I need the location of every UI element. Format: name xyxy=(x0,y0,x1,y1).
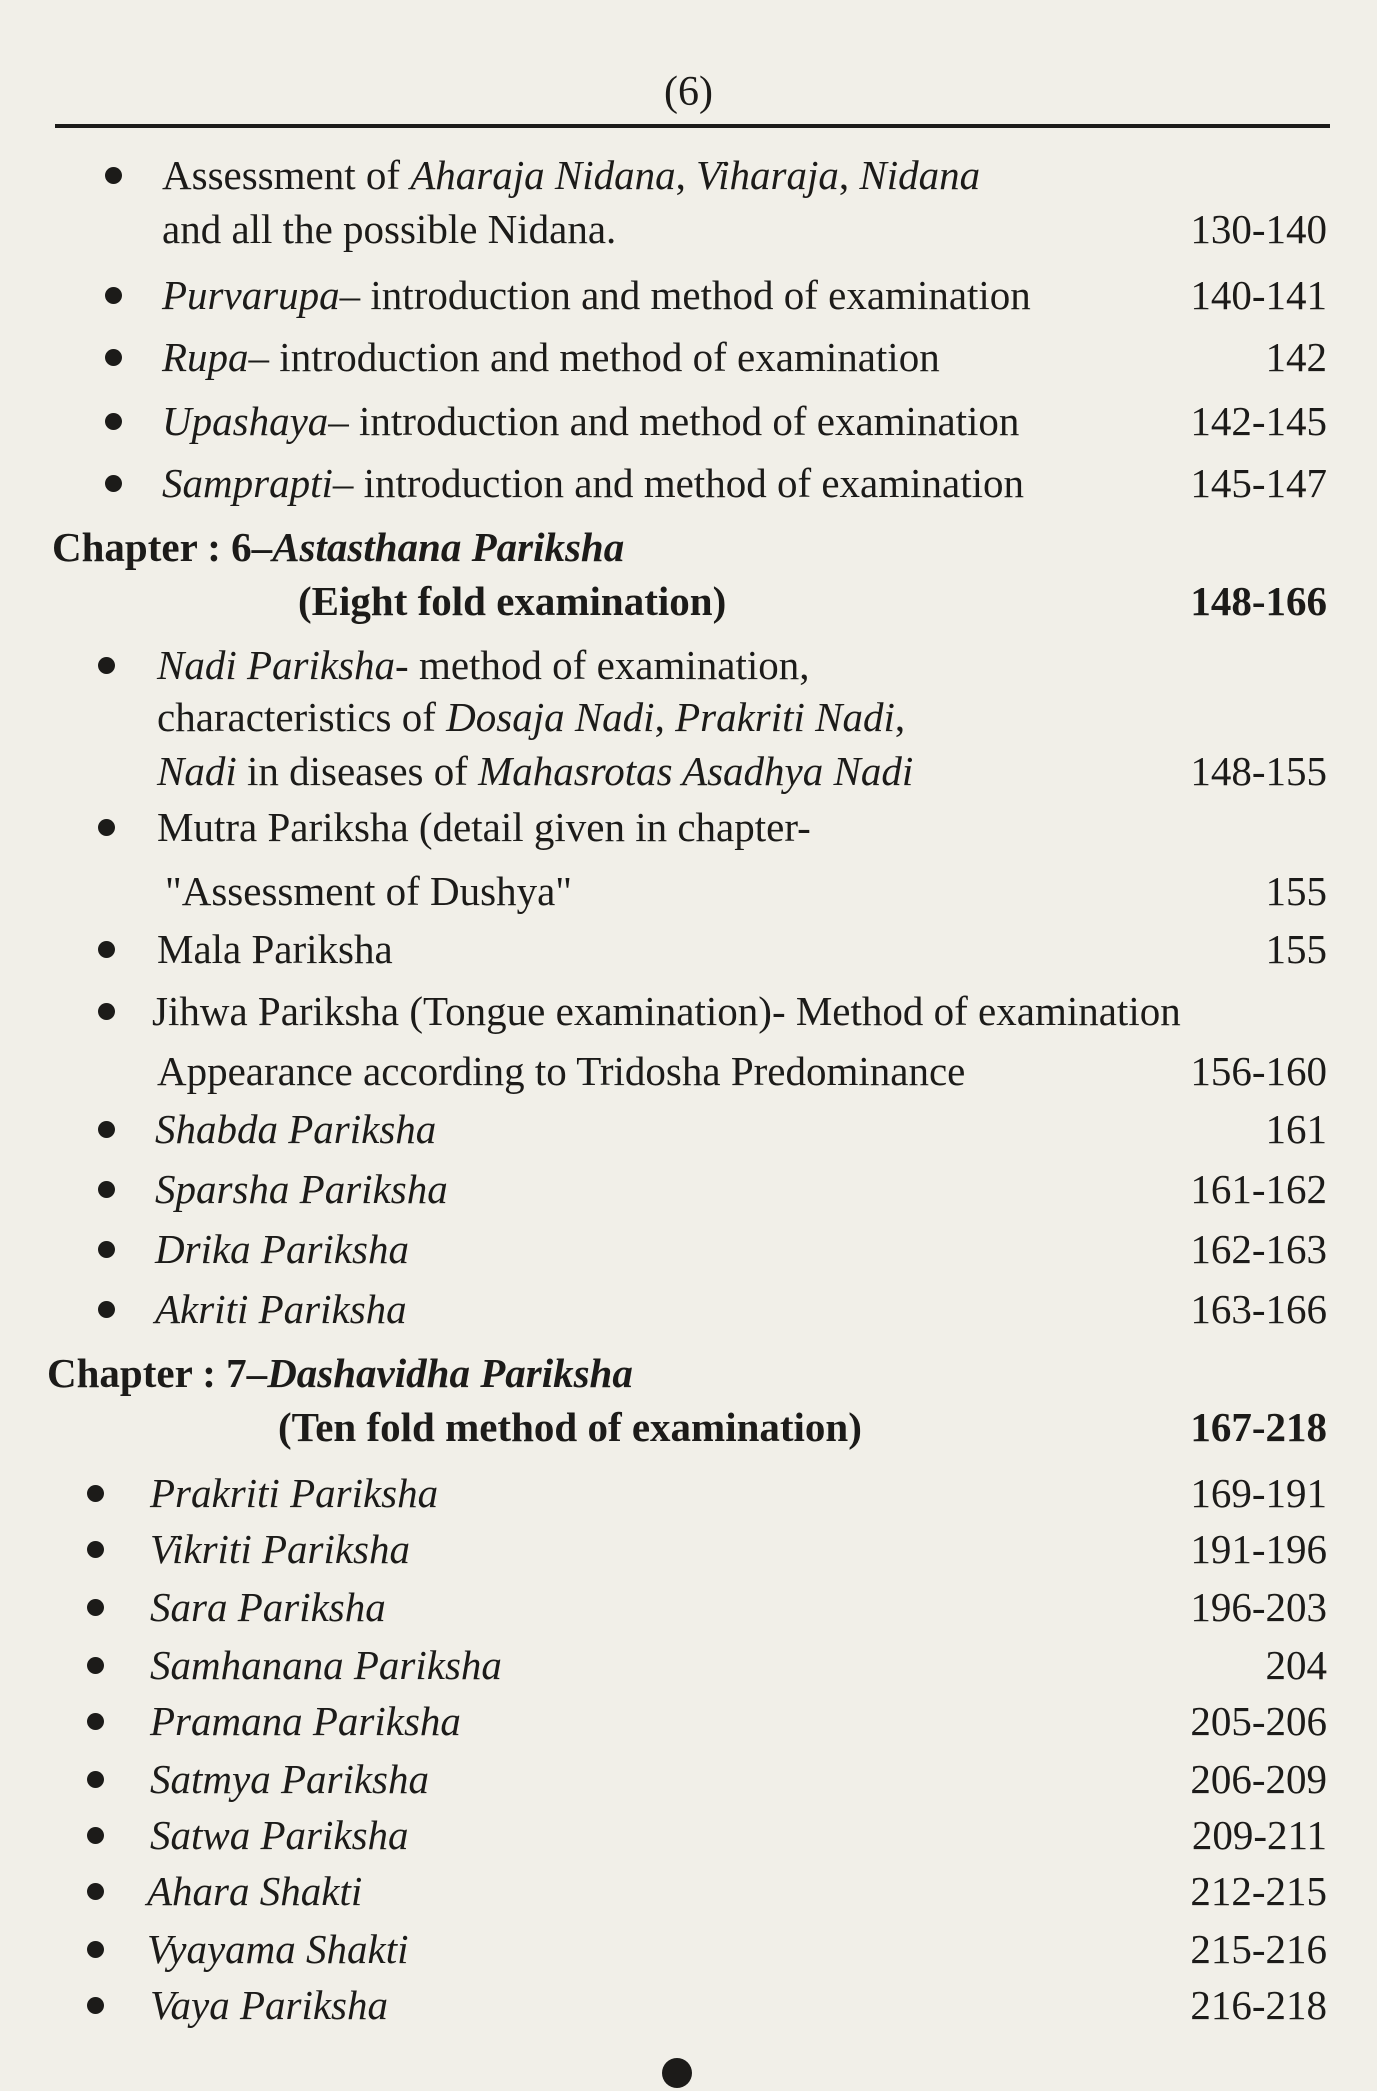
entry-text: Mutra Pariksha (detail given in chapter- xyxy=(157,804,811,850)
bullet-icon xyxy=(98,1301,115,1318)
entry-term: Vikriti Pariksha xyxy=(150,1526,411,1572)
page-range: 161 xyxy=(1265,1106,1327,1152)
entry-term: Mahasrotas Asadhya Nadi xyxy=(478,748,914,794)
page-range: 163-166 xyxy=(1190,1286,1327,1332)
page-range: 145-147 xyxy=(1190,460,1327,506)
chapter-title: Dashavidha Pariksha xyxy=(267,1350,633,1396)
bullet-icon xyxy=(87,1883,104,1900)
entry-text: – introduction and method of examination xyxy=(248,334,940,380)
bullet-icon xyxy=(87,1997,104,2014)
text-segment: , xyxy=(675,152,697,198)
page-range: 130-140 xyxy=(1190,206,1327,252)
entry-term: Sara Pariksha xyxy=(150,1584,386,1630)
entry-term: Satmya Pariksha xyxy=(150,1756,429,1802)
entry-term: Dosaja Nadi xyxy=(446,694,655,740)
entry-text: - method of examination, xyxy=(395,642,810,688)
entry-term: Prakriti Nadi xyxy=(675,694,895,740)
entry-term: Purvarupa xyxy=(162,272,340,318)
bullet-icon xyxy=(87,1827,104,1844)
chapter-prefix: Chapter : 7– xyxy=(47,1350,268,1396)
page-range: 216-218 xyxy=(1190,1982,1327,2028)
entry-term: Nadi Pariksha xyxy=(157,642,396,688)
page-range: 204 xyxy=(1265,1642,1327,1688)
page-range: 148-155 xyxy=(1190,748,1327,794)
page-range: 191-196 xyxy=(1190,1526,1327,1572)
bullet-icon xyxy=(98,941,115,958)
entry-term: Samhanana Pariksha xyxy=(150,1642,502,1688)
entry-term: Satwa Pariksha xyxy=(150,1812,409,1858)
page-number: (6) xyxy=(664,69,713,115)
entry-text: – introduction and method of examination xyxy=(328,398,1020,444)
entry-text: – introduction and method of examination xyxy=(332,460,1025,506)
entry-text: Appearance according to Tridosha Predominance xyxy=(157,1048,966,1094)
chapter-prefix: Chapter : 6– xyxy=(52,524,273,570)
bullet-icon xyxy=(98,1181,115,1198)
entry-term: Vyayama Shakti xyxy=(147,1926,409,1972)
bullet-icon xyxy=(105,349,122,366)
entry-term: Ahara Shakti xyxy=(147,1868,363,1914)
page-range: 209-211 xyxy=(1191,1812,1327,1858)
entry-term: Shabda Pariksha xyxy=(155,1106,437,1152)
bullet-icon xyxy=(105,475,122,492)
bullet-icon xyxy=(98,657,115,674)
text-segment: Aharaja Nidana xyxy=(410,152,676,198)
entry-line-2: and all the possible Nidana. xyxy=(162,206,617,252)
entry-line-1 xyxy=(162,148,980,202)
text-segment: Viharaja xyxy=(696,152,839,198)
entry-text: , xyxy=(894,694,906,740)
entry-term: Upashaya xyxy=(162,398,329,444)
chapter-title: Astasthana Pariksha xyxy=(272,524,625,570)
header-rule xyxy=(55,124,1330,128)
entry-term: Prakriti Pariksha xyxy=(150,1470,439,1516)
page-range: 156-160 xyxy=(1190,1048,1327,1094)
entry-term: Vaya Pariksha xyxy=(150,1982,388,2028)
entry-text: "Assessment of Dushya" xyxy=(165,868,572,914)
text-segment: Nidana xyxy=(859,152,981,198)
page-range: 162-163 xyxy=(1190,1226,1327,1272)
bottom-bullet-icon xyxy=(662,2058,692,2088)
bullet-icon xyxy=(105,413,122,430)
entry-text: – introduction and method of examination xyxy=(339,272,1031,318)
page-range: 142 xyxy=(1265,334,1327,380)
entry-term: Rupa xyxy=(162,334,249,380)
bullet-icon xyxy=(98,819,115,836)
chapter-page-range: 167-218 xyxy=(1190,1404,1327,1450)
page-range: 215-216 xyxy=(1190,1926,1327,1972)
page-range: 142-145 xyxy=(1190,398,1327,444)
page-range: 155 xyxy=(1265,926,1327,972)
chapter-page-range: 148-166 xyxy=(1190,578,1327,624)
page-range: 140-141 xyxy=(1190,272,1327,318)
entry-text: Mala Pariksha xyxy=(157,926,393,972)
bullet-icon xyxy=(87,1713,104,1730)
bullet-icon xyxy=(87,1941,104,1958)
page-range: 206-209 xyxy=(1190,1756,1327,1802)
text-segment: , xyxy=(838,152,860,198)
page-range: 169-191 xyxy=(1190,1470,1327,1516)
page-range: 155 xyxy=(1265,868,1327,914)
bullet-icon xyxy=(87,1657,104,1674)
page-range: 161-162 xyxy=(1190,1166,1327,1212)
page-range: 212-215 xyxy=(1190,1868,1327,1914)
entry-term: Nadi xyxy=(157,748,237,794)
entry-term: Samprapti xyxy=(162,460,333,506)
bullet-icon xyxy=(87,1599,104,1616)
entry-text: , xyxy=(654,694,676,740)
entry-text: characteristics of xyxy=(157,694,447,740)
bullet-icon xyxy=(87,1485,104,1502)
bullet-icon xyxy=(105,167,122,184)
entry-text: Jihwa Pariksha (Tongue examination)- Method of examination xyxy=(152,988,1181,1034)
entry-term: Pramana Pariksha xyxy=(150,1698,461,1744)
bullet-icon xyxy=(98,1241,115,1258)
bullet-icon xyxy=(87,1771,104,1788)
bullet-icon xyxy=(98,1121,115,1138)
bullet-icon xyxy=(87,1541,104,1558)
entry-term: Akriti Pariksha xyxy=(155,1286,407,1332)
page-range: 205-206 xyxy=(1190,1698,1327,1744)
text-segment: Assessment of xyxy=(162,152,411,198)
chapter-subtitle: (Eight fold examination) xyxy=(298,578,727,624)
bullet-icon xyxy=(105,287,122,304)
bullet-icon xyxy=(98,1003,115,1020)
entry-term: Sparsha Pariksha xyxy=(155,1166,448,1212)
entry-text: in diseases of xyxy=(236,748,479,794)
page-range: 196-203 xyxy=(1190,1584,1327,1630)
entry-term: Drika Pariksha xyxy=(155,1226,409,1272)
chapter-subtitle: (Ten fold method of examination) xyxy=(278,1404,862,1450)
